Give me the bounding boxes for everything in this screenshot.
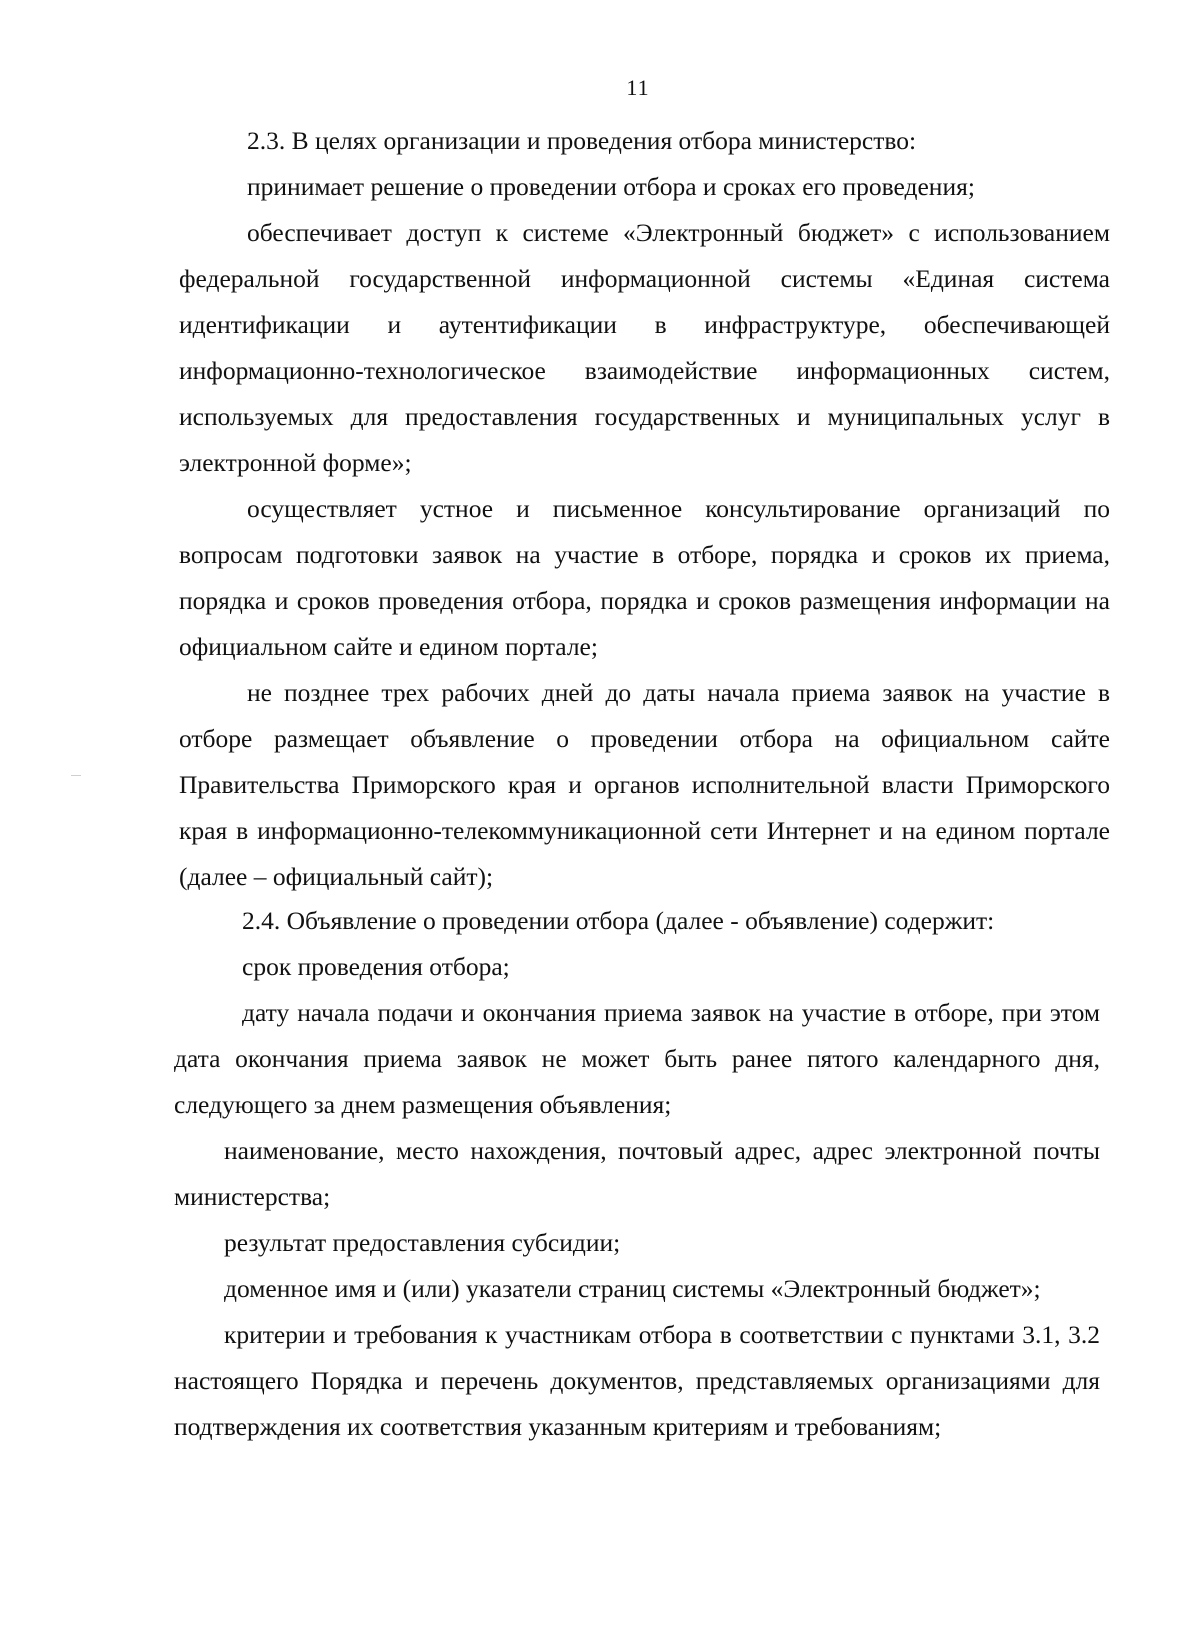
paragraph-decision: принимает решение о проведении отбора и сроках его проведения; bbox=[247, 172, 975, 201]
paragraph-domain-name: доменное имя и (или) указатели страниц системы «Электронный бюджет»; bbox=[224, 1274, 1041, 1303]
paragraph-consulting: осуществляет устное и письменное консультирование организаций по вопросам подготовки заявок на участие в отборе, порядка и сроков их приема, порядка и сроков проведения отбора, порядка и сроков размещения информации на официальном сайте и едином портале; bbox=[179, 494, 1110, 661]
paragraph-2-4-heading: 2.4. Объявление о проведении отбора (далее - объявление) содержит: bbox=[242, 906, 995, 935]
paragraph-announcement-placement: не позднее трех рабочих дней до даты начала приема заявок на участие в отборе размещает объявление о проведении отбора на официальном сайте Правительства Приморского края и органов исполнительной власти Приморского края в информационно-телекоммуникационной сети Интернет и на едином портале (далее – официальный сайт); bbox=[179, 678, 1110, 891]
paragraph-criteria: критерии и требования к участникам отбора в соответствии с пунктами 3.1, 3.2 настоящего Порядка и перечень документов, представляемых организациями для подтверждения их соответствия указанным критериям и требованиям; bbox=[174, 1320, 1100, 1441]
paragraph-ministry-address: наименование, место нахождения, почтовый адрес, адрес электронной почты министерства; bbox=[174, 1136, 1100, 1211]
paragraph-access: обеспечивает доступ к системе «Электронный бюджет» с использованием федеральной государственной информационной системы «Единая система идентификации и аутентификации в инфраструктуре, обеспечивающей информационно-технологическое взаимодействие информационных систем, используемых для предоставления государственных и муниципальных услуг в электронной форме»; bbox=[179, 218, 1110, 477]
paragraph-term: срок проведения отбора; bbox=[242, 952, 510, 981]
document-body-lower bbox=[174, 898, 1100, 1450]
document-body-upper bbox=[179, 118, 1110, 900]
paragraph-result: результат предоставления субсидии; bbox=[224, 1228, 621, 1257]
paragraph-dates: дату начала подачи и окончания приема заявок на участие в отборе, при этом дата окончания приема заявок не может быть ранее пятого календарного дня, следующего за днем размещения объявления; bbox=[174, 998, 1100, 1119]
scan-mark bbox=[71, 775, 81, 776]
page-number: 11 bbox=[626, 75, 650, 100]
paragraph-2-3-heading: 2.3. В целях организации и проведения отбора министерство: bbox=[247, 126, 917, 155]
